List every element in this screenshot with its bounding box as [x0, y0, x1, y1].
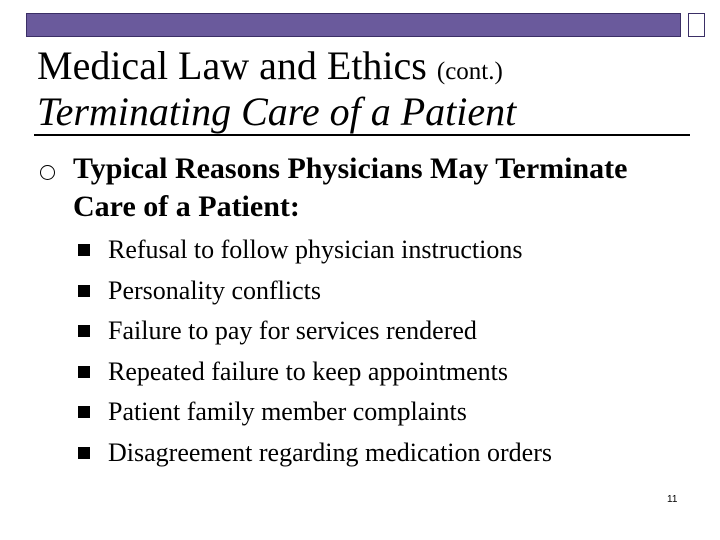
slide-title [37, 44, 503, 94]
filled-square-bullet-icon [78, 285, 90, 297]
filled-square-bullet-icon [78, 406, 90, 418]
main-point: Typical Reasons Physicians May Terminate Care of a Patient: [73, 152, 628, 223]
slide-title-main: Medical Law and Ethics [37, 43, 427, 88]
sub-point-text: Disagreement regarding medication orders [108, 437, 552, 467]
sub-point-text: Repeated failure to keep appointments [108, 356, 508, 386]
slide-subtitle: Terminating Care of a Patient [37, 89, 517, 134]
sub-point-text: Failure to pay for services rendered [108, 316, 477, 345]
sub-point-text: Refusal to follow physician instructions [108, 235, 523, 264]
slide-title-suffix: (cont.) [436, 58, 503, 85]
hollow-circle-bullet-icon [40, 165, 55, 180]
filled-square-bullet-icon [78, 244, 90, 256]
header-accent-bar [26, 13, 681, 37]
title-divider [34, 134, 690, 136]
filled-square-bullet-icon [78, 325, 90, 337]
sub-point-text: Personality conflicts [108, 275, 322, 305]
page-number: 11 [667, 494, 678, 505]
header-accent-square [688, 13, 705, 37]
filled-square-bullet-icon [78, 447, 90, 459]
sub-point-text: Patient family member complaints [108, 397, 467, 426]
filled-square-bullet-icon [78, 366, 90, 378]
